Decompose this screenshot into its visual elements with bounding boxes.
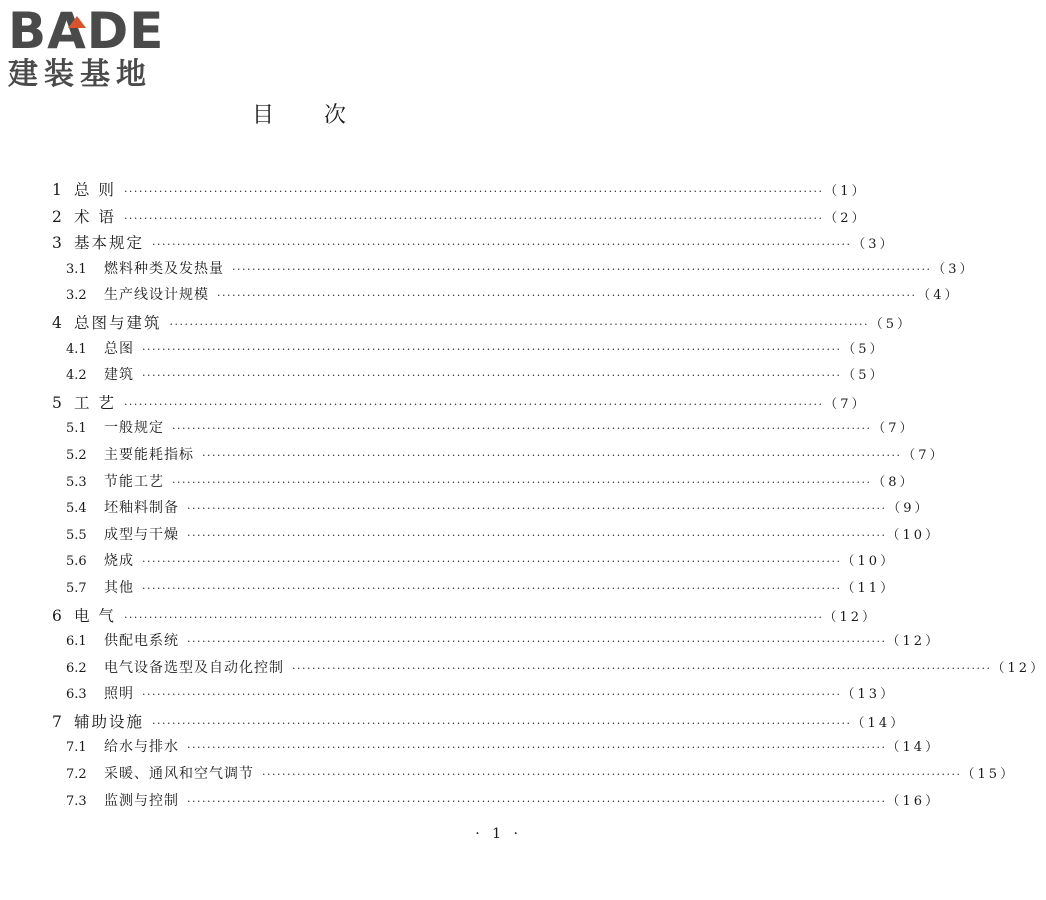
toc-entry-title: 一般规定: [104, 420, 164, 437]
toc-entry-page: （14）: [886, 740, 942, 756]
toc-leader-dots: ············································································································································: [152, 238, 852, 252]
toc-entry-title: 总图: [104, 340, 134, 357]
toc-entry-title: 工 艺: [74, 393, 116, 412]
toc-entry-number: 7: [52, 712, 62, 731]
toc-leader-dots: ············································································································································: [142, 688, 842, 702]
toc-leader-dots: ············································································································································: [172, 422, 872, 436]
toc-leader-dots: ············································································································································: [123, 610, 824, 624]
toc-entry-page: （3）: [852, 237, 896, 253]
toc-entry-number: 5.6: [66, 554, 87, 570]
toc-leader-dots: ············································································································································: [187, 794, 887, 808]
toc-leader-dots: ············································································································································: [169, 317, 870, 331]
toc-leader-dots: ············································································································································: [142, 555, 842, 569]
toc-entry-page: （7）: [902, 447, 946, 463]
toc-leader-dots: ············································································································································: [232, 262, 932, 276]
toc-entry-title: 节能工艺: [104, 473, 164, 490]
toc-entry-number: 6.2: [66, 660, 87, 676]
toc-entry-number: 5.4: [66, 501, 87, 517]
toc-entry[interactable]: [52, 736, 942, 763]
toc-entry-number: 4.2: [66, 368, 87, 384]
toc-entry-number: 4: [52, 313, 62, 332]
toc-entry-number: 3.2: [66, 288, 87, 304]
logo-wordmark: BADE: [8, 2, 165, 60]
toc-entry-page: （4）: [917, 288, 961, 304]
toc-entry-number: 5.1: [66, 421, 87, 437]
title-char: 次: [324, 103, 349, 128]
toc-entry-page: （3）: [932, 261, 976, 277]
toc-entry-page: （9）: [887, 501, 931, 517]
toc-entry-title: 采暖、通风和空气调节: [104, 766, 254, 783]
toc-entry-number: 6: [52, 606, 62, 625]
toc-entry[interactable]: [52, 763, 1017, 790]
toc-entry-page: （8）: [872, 474, 916, 490]
toc-entry-title: 电 气: [74, 606, 116, 625]
toc-entry[interactable]: [52, 205, 868, 232]
toc-entry-title: 建筑: [104, 367, 134, 384]
toc-entry-number: 5.3: [66, 474, 87, 490]
toc-leader-dots: ············································································································································: [123, 185, 824, 198]
toc-entry-title: 烧成: [104, 553, 134, 570]
toc-entry-page: （12）: [823, 609, 879, 625]
toc-entry[interactable]: [52, 683, 897, 710]
toc-entry-number: 3: [52, 234, 62, 253]
toc-entry[interactable]: [52, 550, 897, 577]
toc-entry-page: （12）: [886, 634, 942, 650]
toc-entry[interactable]: [52, 471, 916, 498]
toc-entry-page: （1）: [824, 184, 868, 199]
toc-entry[interactable]: [52, 444, 946, 471]
toc-entry[interactable]: [52, 790, 942, 817]
toc-entry-title: 给水与排水: [104, 739, 179, 756]
toc-entry-number: 7.2: [66, 767, 87, 783]
toc-entry-page: （12）: [991, 660, 1046, 676]
toc-entry[interactable]: [52, 258, 976, 285]
toc-entry[interactable]: [52, 311, 914, 338]
toc-entry[interactable]: [52, 284, 961, 311]
toc-entry-page: （11）: [841, 580, 897, 596]
toc-entry-page: （16）: [886, 793, 942, 809]
toc-entry-title: 电气设备选型及自动化控制: [104, 659, 284, 676]
toc-entry[interactable]: [52, 178, 868, 205]
page-number: · 1 ·: [475, 826, 522, 842]
title-char: 目: [251, 103, 276, 128]
toc-entry-title: 辅助设施: [74, 712, 145, 731]
toc-entry-page: （5）: [842, 341, 886, 357]
toc-entry[interactable]: [52, 364, 886, 391]
toc-entry-page: （7）: [824, 396, 868, 412]
toc-entry-title: 其他: [104, 579, 134, 596]
toc-leader-dots: ············································································································································: [202, 448, 902, 462]
toc-entry-number: 6.1: [66, 634, 87, 650]
toc-entry-title: 燃料种类及发热量: [104, 260, 224, 277]
toc-leader-dots: ············································································································································: [217, 289, 917, 303]
toc-entry-page: （14）: [851, 715, 907, 731]
toc-leader-dots: ············································································································································: [187, 635, 887, 649]
logo: [8, 2, 165, 92]
toc-leader-dots: ············································································································································: [142, 369, 842, 383]
toc-entry-page: （10）: [841, 554, 897, 570]
page-title: [0, 98, 600, 129]
toc-entry-page: （13）: [841, 687, 897, 703]
toc-entry-number: 1: [52, 181, 62, 199]
toc-entry-page: （10）: [886, 527, 942, 543]
toc-entry-title: 总图与建筑: [74, 313, 162, 332]
logo-accent-triangle-icon: [68, 16, 86, 28]
toc-entry-title: 供配电系统: [104, 633, 179, 650]
toc-entry[interactable]: [52, 497, 931, 524]
toc-leader-dots: ············································································································································: [172, 475, 872, 489]
toc-leader-dots: ············································································································································: [152, 716, 852, 730]
toc-entry-number: 6.3: [66, 687, 87, 703]
toc-entry-title: 坯釉料制备: [104, 500, 179, 517]
toc-leader-dots: ············································································································································: [123, 397, 824, 411]
toc-entry-title: 术 语: [74, 207, 116, 226]
toc-entry-number: 5.5: [66, 527, 87, 543]
toc-entry[interactable]: [52, 657, 1046, 684]
toc-entry[interactable]: [52, 338, 886, 365]
toc-entry-title: 生产线设计规模: [104, 287, 209, 304]
logo-subtitle: 建装基地: [8, 57, 152, 92]
toc-leader-dots: ············································································································································: [292, 661, 992, 675]
toc-entry[interactable]: [52, 391, 868, 418]
toc-entry-title: 监测与控制: [104, 792, 179, 809]
toc-leader-dots: ············································································································································: [187, 741, 887, 755]
toc-entry[interactable]: [52, 577, 897, 604]
toc-entry-title: 总 则: [74, 181, 116, 199]
toc-leader-dots: ············································································································································: [187, 528, 887, 542]
toc-leader-dots: ············································································································································: [187, 502, 887, 516]
toc-entry-page: （2）: [824, 210, 868, 226]
toc-entry[interactable]: [52, 524, 942, 551]
toc-leader-dots: ············································································································································: [142, 581, 842, 595]
toc-entry-number: 5.2: [66, 447, 87, 463]
toc-leader-dots: ············································································································································: [142, 342, 842, 356]
toc-entry-number: 5.7: [66, 580, 87, 596]
toc-entry-number: 2: [52, 207, 62, 226]
toc-entry-number: 7.1: [66, 740, 87, 756]
toc-entry-title: 基本规定: [74, 234, 145, 253]
toc-entry-page: （5）: [842, 368, 886, 384]
toc-entry[interactable]: [52, 231, 896, 258]
toc-entry-title: 照明: [104, 686, 134, 703]
toc-entry-number: 7.3: [66, 793, 87, 809]
toc-entry[interactable]: [52, 710, 907, 737]
toc-leader-dots: ············································································································································: [123, 211, 824, 225]
toc-entry-page: （15）: [961, 767, 1017, 783]
toc-entry[interactable]: [52, 630, 942, 657]
toc-entry-title: 成型与干燥: [104, 526, 179, 543]
toc-entry-number: 3.1: [66, 261, 87, 277]
toc-entry-page: （7）: [872, 421, 916, 437]
toc-leader-dots: ············································································································································: [262, 768, 962, 782]
toc-entry-number: 5: [52, 393, 62, 412]
toc-entry-page: （5）: [869, 316, 914, 332]
table-of-contents: [52, 178, 1046, 816]
toc-entry-title: 主要能耗指标: [104, 446, 194, 463]
toc-entry[interactable]: [52, 417, 916, 444]
toc-entry[interactable]: [52, 604, 879, 631]
toc-entry-number: 4.1: [66, 341, 87, 357]
